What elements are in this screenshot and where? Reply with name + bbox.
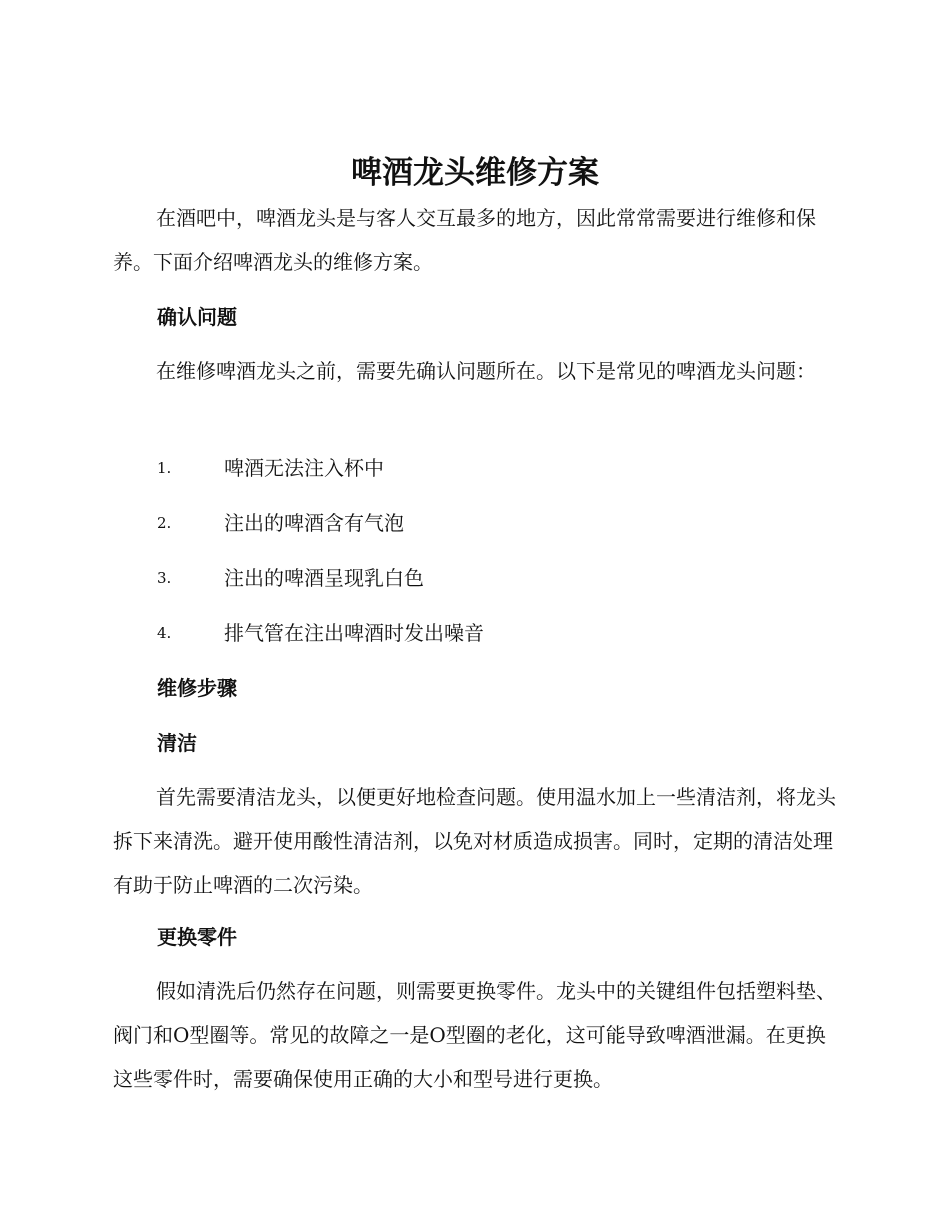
list-item-number: 2. (157, 514, 172, 532)
section-heading-repair-steps: 维修步骤 (157, 676, 237, 700)
list-item-text: 注出的啤酒呈现乳白色 (224, 566, 424, 590)
section-heading-confirm: 确认问题 (157, 305, 237, 329)
list-item-number: 3. (157, 569, 172, 587)
replace-paragraph: 假如清洗后仍然存在问题，则需要更换零件。龙头中的关键组件包括塑料垫、阀门和O型圈等。常见的故障之一是O型圈的老化，这可能导致啤酒泄漏。在更换这些零件时，需要确保使用正确的大小和型号进行更换。 (113, 979, 836, 1091)
subheading-replace-parts: 更换零件 (157, 925, 237, 949)
list-item-number: 4. (157, 624, 172, 642)
list-item (0, 508, 950, 538)
list-item-text: 注出的啤酒含有气泡 (224, 511, 404, 535)
list-item-number: 1. (157, 459, 172, 477)
list-item-text: 啤酒无法注入杯中 (224, 456, 384, 480)
list-item (0, 453, 950, 483)
cleaning-paragraph: 首先需要清洁龙头，以便更好地检查问题。使用温水加上一些清洁剂，将龙头拆下来清洗。避开使用酸性清洁剂，以免对材质造成损害。同时，定期的清洁处理有助于防止啤酒的二次污染。 (113, 785, 836, 897)
list-item (0, 563, 950, 593)
document-title: 啤酒龙头维修方案 (351, 155, 599, 191)
list-item-text: 排气管在注出啤酒时发出噪音 (224, 621, 484, 645)
confirm-paragraph: 在维修啤酒龙头之前，需要先确认问题所在。以下是常见的啤酒龙头问题： (156, 359, 816, 383)
list-item (0, 618, 950, 648)
subheading-cleaning: 清洁 (157, 731, 197, 755)
intro-paragraph: 在酒吧中，啤酒龙头是与客人交互最多的地方，因此常常需要进行维修和保养。下面介绍啤酒龙头的维修方案。 (113, 206, 816, 274)
